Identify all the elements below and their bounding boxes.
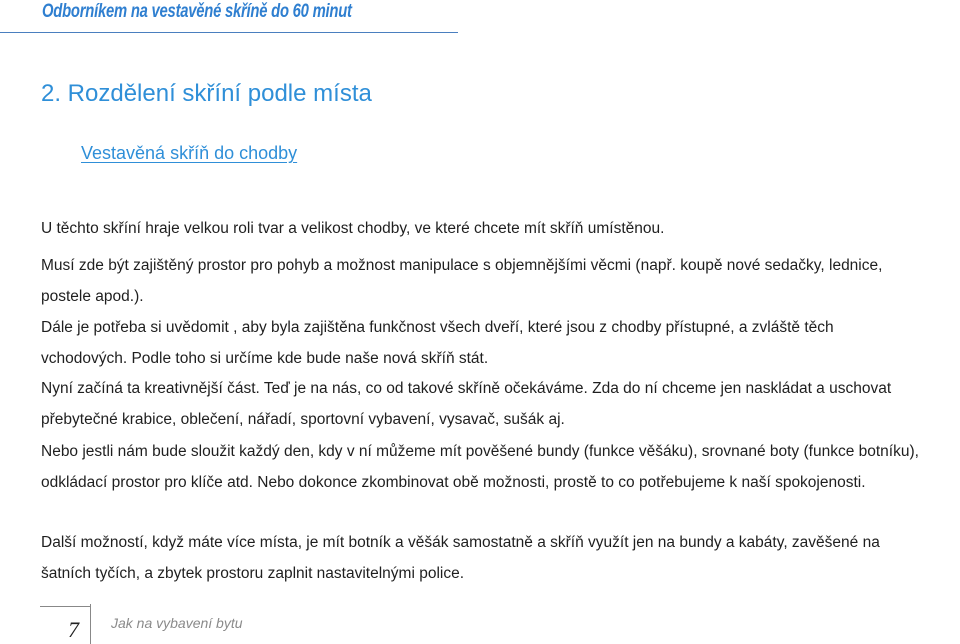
paragraph-2: Musí zde být zajištěný prostor pro pohyb a možnost manipulace s objemnějšími věcmi (např. koupě nové sedačky, lednice, postele apod.). [41,257,883,305]
paragraph-3: Dále je potřeba si uvědomit , aby byla zajištěna funkčnost všech dveří, které jsou z chodby přístupné, a zvláště těch vchodových. Podle toho si určíme kde bude naše nová skříň stát. [41,319,834,367]
page-number: 7 [68,617,79,642]
paragraph-5: Nebo jestli nám bude sloužit každý den, kdy v ní můžeme mít pověšené bundy (funkce věšáku), srovnané boty (funkce botníku), odkládací prostor pro klíče atd. Nebo dokonce zkombinovat obě možnosti, prostě to co potřebujeme k naší spokojenosti. [41,443,919,491]
paragraph-6: Další možností, když máte více místa, je mít botník a věšák samostatně a skříň využít jen na bundy a kabáty, zavěšené na šatních tyčích, a zbytek prostoru zaplnit nastavitelnými police. [41,534,880,582]
header-title: Odborníkem na vestavěné skříně do 60 minut [42,1,352,22]
paragraph-1: U těchto skříní hraje velkou roli tvar a velikost chodby, ve které chcete mít skříň umístěnou. [41,220,665,237]
footer-divider-horizontal [40,606,90,607]
section-heading: 2. Rozdělení skříní podle místa [41,80,372,107]
paragraph-4: Nyní začíná ta kreativnější část. Teď je na nás, co od takové skříně očekáváme. Zda do ní chceme jen naskládat a uschovat přebytečné krabice, oblečení, nářadí, sportovní vybavení, vysavač, sušák aj. [41,380,892,428]
footer-divider-vertical [90,604,91,644]
subheading-link[interactable]: Vestavěná skříň do chodby [81,143,298,163]
footer-text: Jak na vybavení bytu [111,615,243,631]
header-divider [0,32,458,33]
